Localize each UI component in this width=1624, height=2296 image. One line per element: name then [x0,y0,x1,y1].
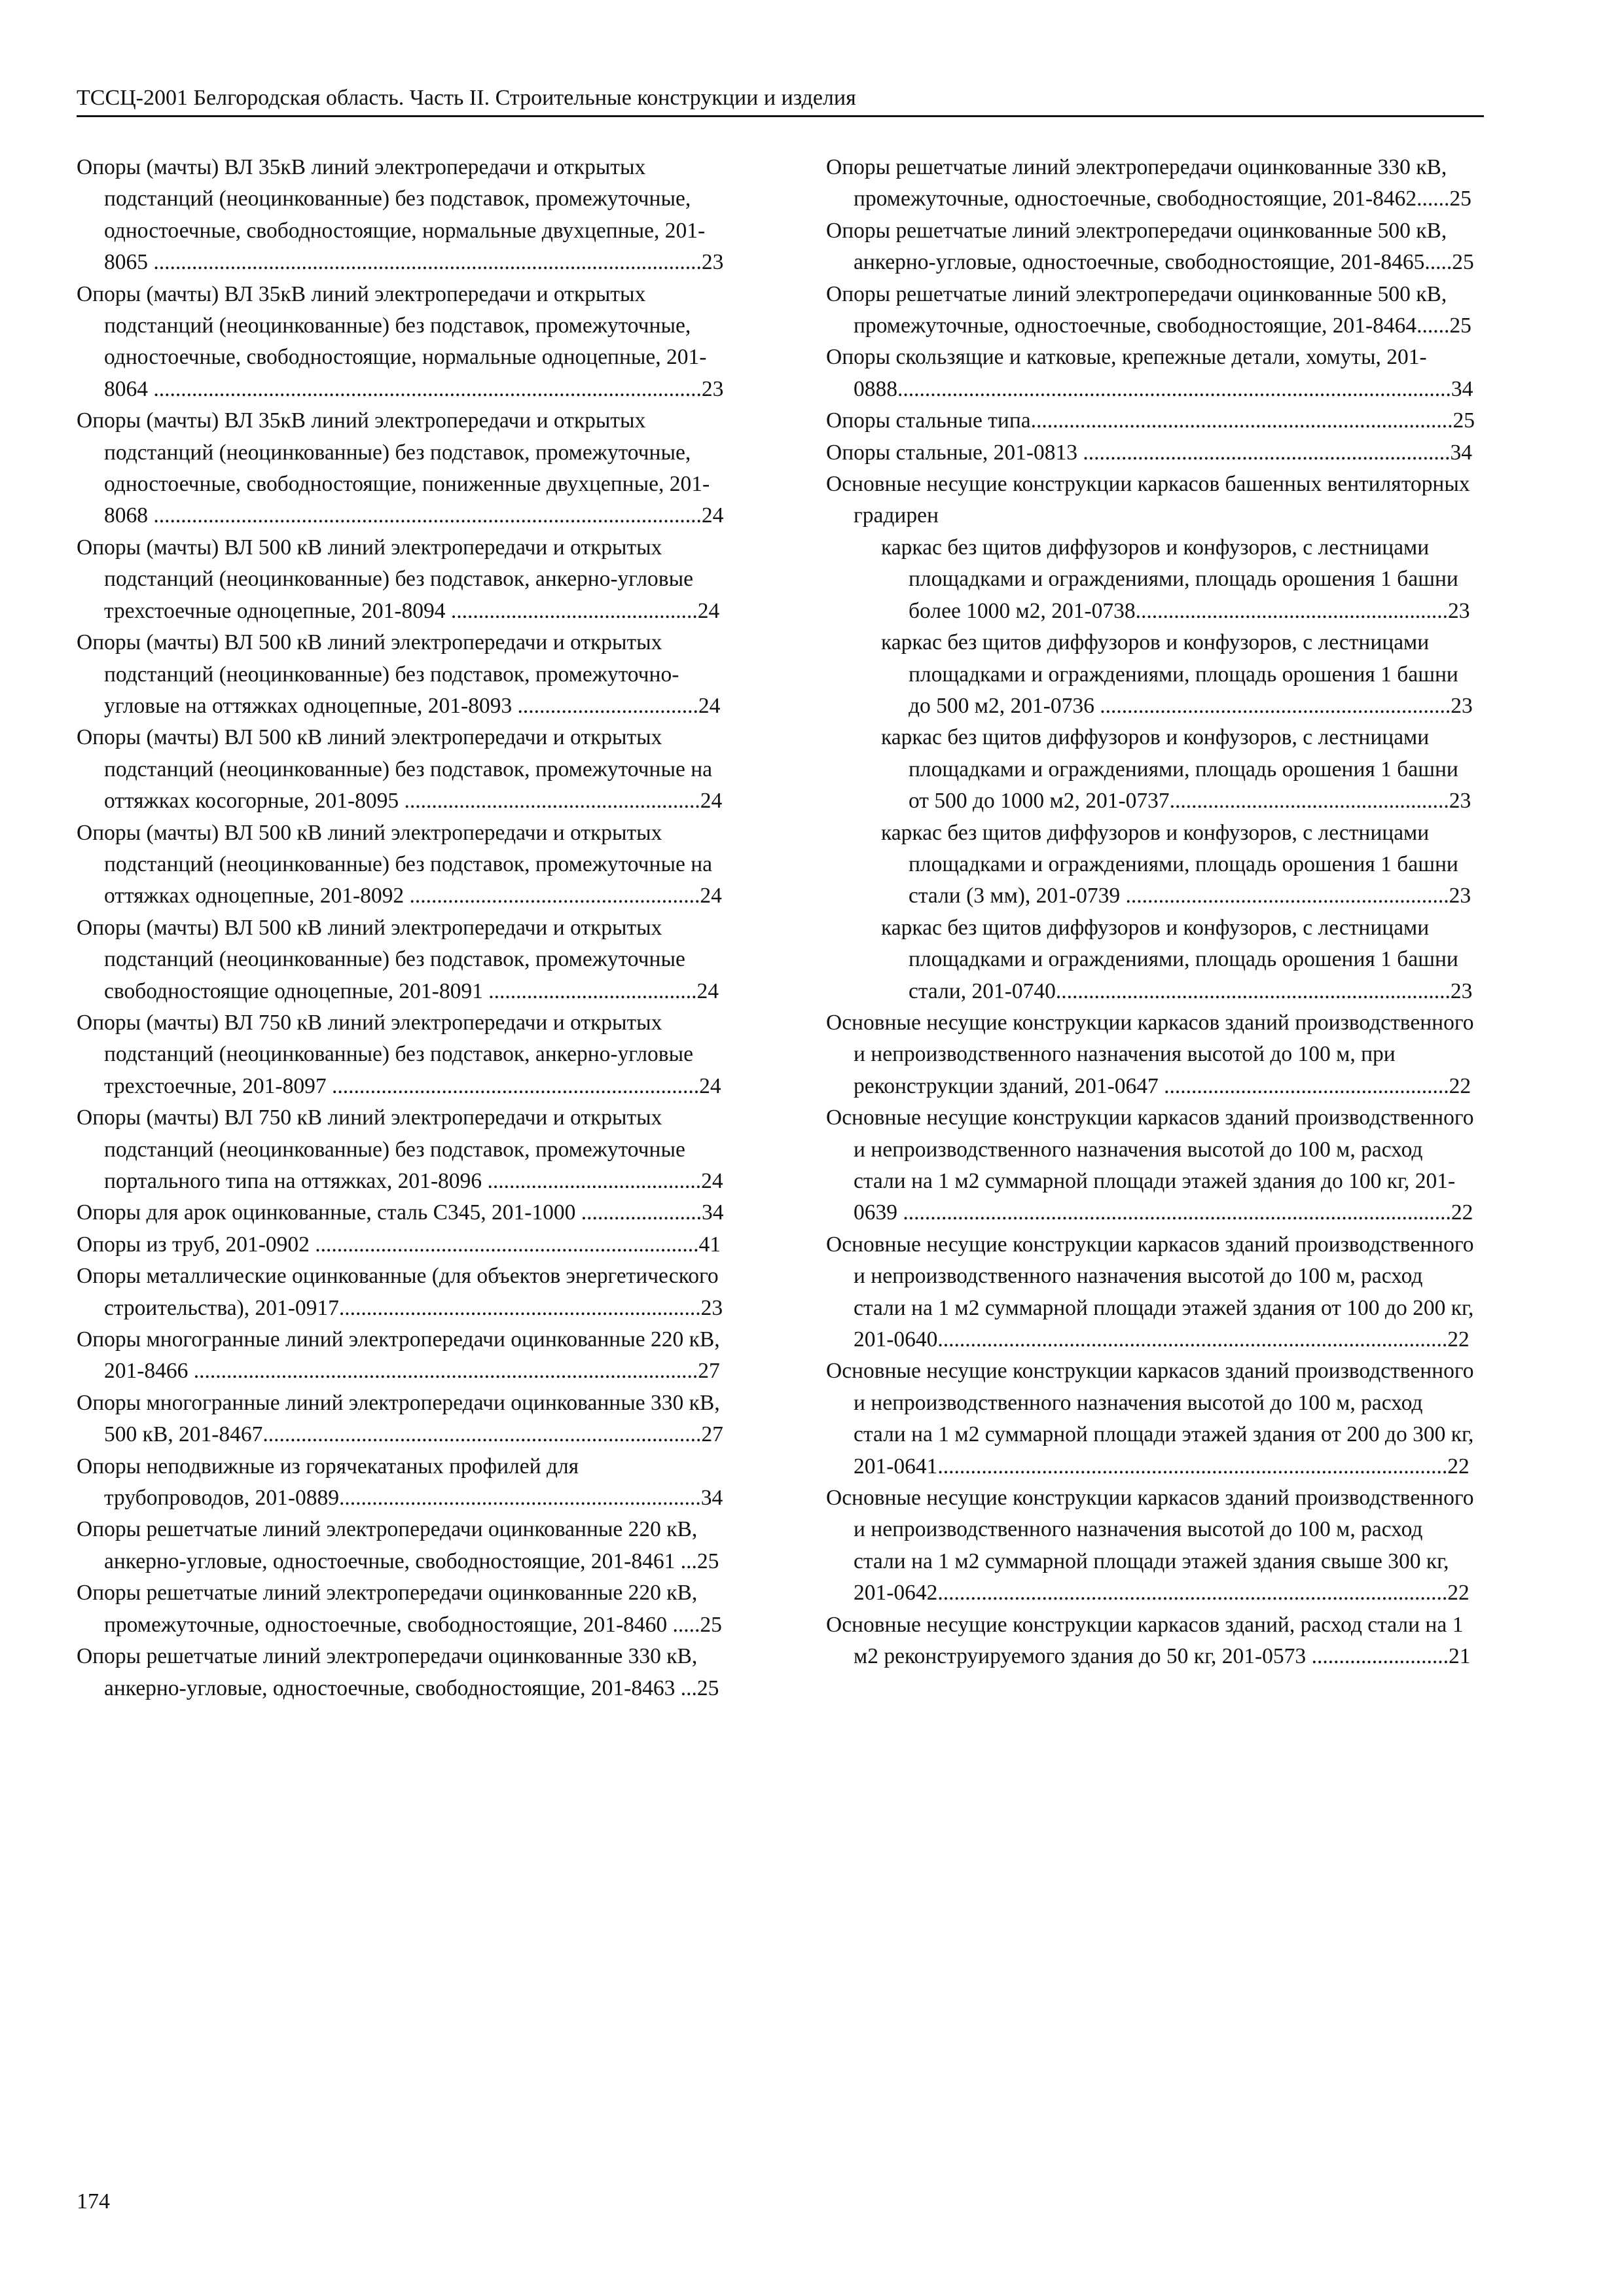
index-entry-page: 22 [1447,1327,1470,1352]
index-entry-page: 24 [700,884,722,908]
index-entry-text: Опоры (мачты) ВЛ 500 кВ линий электропередачи и открытых подстанций (неоцинкованные) без подставок, анкерно-угловые трехстоечные одноцепные, 201-8094 [77,535,693,623]
index-entry [77,1229,727,1261]
index-entry-page: 25 [700,1612,722,1637]
dot-leader: ................................................................... [331,1073,700,1098]
index-entry-text: Основные несущие конструкции каркасов зданий производственного и непроизводственного назначения высотой до 100 м, расход стали на 1 м2 суммарной площади этажей здания от 100 до 200 кг, 201-0640 [826,1232,1474,1352]
index-entry-text: Опоры решетчатые линий электропередачи оцинкованные 220 кВ, анкерно-угловые, одностоечные, свободностоящие, 201-8461 [77,1517,698,1573]
index-entry-text: Опоры (мачты) ВЛ 500 кВ линий электропередачи и открытых подстанций (неоцинкованные) без подставок, промежуточно-угловые на оттяжках одноцепные, 201-8093 [77,630,679,718]
index-entry [77,1641,727,1704]
index-entry [77,532,727,627]
index-column-left [77,152,727,1704]
index-entry-page: 23 [1450,978,1473,1003]
index-entry-text: каркас без щитов диффузоров и конфузоров, с лестницами площадками и ограждениями, площадь орошения 1 башни от 500 до 1000 м2, 201-0737 [881,725,1458,814]
index-entry [826,215,1477,279]
index-entry [826,1007,1477,1102]
index-entry-text: каркас без щитов диффузоров и конфузоров, с лестницами площадками и ограждениями, площадь орошения 1 башни стали, 201-0740 [881,915,1458,1003]
index-entry-page: 25 [1452,250,1474,275]
dot-leader: ............................................................................................. [937,1454,1448,1479]
index-entry-page: 22 [1447,1581,1470,1605]
dot-leader: ... [680,1676,697,1700]
dot-leader: ............................................. [450,598,698,623]
dot-leader: ......................... [1311,1644,1449,1669]
index-entry-text: Опоры решетчатые линий электропередачи оцинкованные 500 кВ, промежуточные, одностоечные, свободностоящие, 201-8464 [826,281,1447,338]
dot-leader: ........................................................................ [1055,978,1451,1003]
index-entry-page: 34 [700,1486,723,1511]
index-entry [77,1514,727,1577]
index-entry-text: Опоры (мачты) ВЛ 35кВ линий электропередачи и открытых подстанций (неоцинкованные) без подставок, промежуточные, одностоечные, свободностоящие, нормальные двухцепные, 201-8065 [77,155,706,275]
index-entry-page: 23 [1448,598,1470,623]
index-entry [826,1355,1477,1482]
index-entry-page: 34 [701,1200,724,1225]
dot-leader: ...................................................................... [315,1232,699,1257]
index-entry-text: Опоры металлические оцинкованные (для объектов энергетического строительства), 201-0917 [77,1264,719,1320]
index-entry [77,1007,727,1102]
index-entry-page: 34 [1450,440,1473,465]
index-entry-text: Опоры многогранные линий электропередачи оцинкованные 330 кВ, 500 кВ, 201-8467 [77,1390,720,1447]
index-entry [826,279,1477,342]
index-entry [826,1609,1477,1673]
index-entry-page: 23 [701,250,724,275]
index-entry-text: Опоры (мачты) ВЛ 35кВ линий электропередачи и открытых подстанций (неоцинкованные) без подставок, промежуточные, одностоечные, свободностоящие, пониженные двухцепные, 201-8068 [77,408,710,528]
index-entry-page: 23 [1451,693,1473,718]
index-entry [826,1102,1477,1229]
index-entry [854,912,1477,1007]
index-entry [854,817,1477,912]
index-entry-text: Опоры решетчатые линий электропередачи оцинкованные 220 кВ, промежуточные, одностоечные, свободностоящие, 201-8460 [77,1581,698,1637]
index-entry-page: 34 [1451,376,1473,401]
dot-leader: ...................................... [488,978,697,1003]
index-entry-page: 25 [1449,187,1471,211]
index-entry [77,1577,727,1641]
index-entry-page: 23 [1449,884,1471,908]
index-entry-page: 23 [1449,789,1471,814]
index-entry [77,405,727,532]
dot-leader: ..... [672,1612,700,1637]
dot-leader: ....................................... [487,1169,702,1193]
dot-leader: ................................................... [1169,789,1449,814]
index-entry-text: Опоры стальные, 201-0813 [826,440,1083,465]
index-entry-text: Основные несущие конструкции каркасов башенных вентиляторных градирен [826,472,1470,528]
index-entry [77,1388,727,1451]
index-entry-page: 23 [700,1295,723,1320]
index-entry [77,279,727,406]
index-entry-text: Опоры (мачты) ВЛ 35кВ линий электропередачи и открытых подстанций (неоцинкованные) без подставок, промежуточные, одностоечные, свободностоящие, нормальные одноцепные, 201-8064 [77,281,707,401]
index-entry-text: каркас без щитов диффузоров и конфузоров, с лестницами площадками и ограждениями, площадь орошения 1 башни более 1000 м2, 201-0738 [881,535,1458,623]
index-entry-text: Опоры (мачты) ВЛ 750 кВ линий электропередачи и открытых подстанций (неоцинкованные) без подставок, анкерно-угловые трехстоечные, 201-8097 [77,1010,693,1098]
index-entry-text: Опоры (мачты) ВЛ 500 кВ линий электропередачи и открытых подстанций (неоцинкованные) без подставок, промежуточные свободностоящие одноцепные, 201-8091 [77,915,685,1003]
dot-leader: ............................................................................................. [937,1581,1448,1605]
index-entry-page: 25 [1449,314,1471,338]
index-entry-page: 41 [698,1232,721,1257]
dot-leader: ............................................................................................ [193,1359,698,1384]
index-entry-text: Опоры решетчатые линий электропередачи оцинкованные 330 кВ, анкерно-угловые, одностоечные, свободностоящие, 201-8463 [77,1644,698,1700]
index-entry-page: 27 [698,1359,720,1384]
dot-leader: .................................................................................................... [153,376,702,401]
index-entry-page: 24 [696,978,719,1003]
running-header: ТССЦ-2001 Белгородская область. Часть II. Строительные конструкции и изделия [77,81,1484,117]
dot-leader: .................................................... [1164,1073,1449,1098]
index-entry [826,1229,1477,1356]
dot-leader: ..... [1424,250,1453,275]
index-entry-page: 24 [697,598,720,623]
dot-leader: ........................................................... [1125,884,1449,908]
index-entry-text: Опоры стальные типа [826,408,1031,433]
index-entry-text: каркас без щитов диффузоров и конфузоров, с лестницами площадками и ограждениями, площадь орошения 1 башни до 500 м2, 201-0736 [881,630,1458,718]
index-entry-text: Опоры скользящие и катковые, крепежные детали, хомуты, 201-0888 [826,345,1427,401]
index-entry-page: 24 [701,503,724,528]
index-entry-page: 24 [700,789,723,814]
index-entry-page: 22 [1451,1200,1473,1225]
index-entry-text: Опоры многогранные линий электропередачи оцинкованные 220 кВ, 201-8466 [77,1327,720,1384]
dot-leader: .................................................................................................... [153,250,702,275]
index-entry [854,532,1477,627]
index-entry-text: Опоры неподвижные из горячекатаных профилей для трубопроводов, 201-0889 [77,1454,579,1511]
dot-leader: ...................... [581,1200,702,1225]
index-entry-text: Опоры (мачты) ВЛ 500 кВ линий электропередачи и открытых подстанций (неоцинкованные) без подставок, промежуточные на оттяжках одноцепные, 201-8092 [77,820,713,908]
index-entry-text: Опоры решетчатые линий электропередачи оцинкованные 330 кВ, промежуточные, одностоечные, свободностоящие, 201-8462 [826,155,1447,211]
dot-leader: ...................................................... [404,789,700,814]
index-entry [77,817,727,912]
index-entry-page: 21 [1448,1644,1471,1669]
index-entry-page: 25 [1453,408,1475,433]
index-entry-text: Основные несущие конструкции каркасов зданий производственного и непроизводственного назначения высотой до 100 м, при реконструкции зданий, 201-0647 [826,1010,1474,1098]
dot-leader: ..................................................................................................... [897,376,1451,401]
index-entry-text: Опоры для арок оцинкованные, сталь С345, 201-1000 [77,1200,581,1225]
index-column-right [826,152,1477,1673]
index-entry [826,152,1477,215]
dot-leader: ... [680,1549,697,1573]
dot-leader: ...... [1416,187,1450,211]
index-entry [826,437,1477,469]
index-entry-text: Опоры (мачты) ВЛ 750 кВ линий электропередачи и открытых подстанций (неоцинкованные) без подставок, промежуточные портального типа на оттяжках, 201-8096 [77,1105,685,1193]
index-entry [826,342,1477,405]
dot-leader: ..................................................... [409,884,700,908]
index-entry-page: 23 [701,376,724,401]
dot-leader: .................................................................................................... [903,1200,1451,1225]
index-entry [854,627,1477,722]
index-entry-page: 24 [698,693,721,718]
index-entry-page: 25 [696,1549,719,1573]
dot-leader: ................................................................................ [262,1422,702,1447]
dot-leader: ................................................................ [1100,693,1451,718]
index-entry-text: Основные несущие конструкции каркасов зданий производственного и непроизводственного назначения высотой до 100 м, расход стали на 1 м2 суммарной площади этажей здания свыше 300 кг, 201-0642 [826,1486,1474,1605]
index-entry [77,722,727,817]
dot-leader: .................................................................................................... [153,503,702,528]
dot-leader: .................................................................. [339,1486,701,1511]
index-entry-page: 24 [699,1073,721,1098]
index-entry-page: 22 [1447,1454,1470,1479]
index-entry-text: Основные несущие конструкции каркасов зданий производственного и непроизводственного назначения высотой до 100 м, расход стали на 1 м2 суммарной площади этажей здания до 100 кг, 201-0639 [826,1105,1474,1225]
index-entry-page: 22 [1449,1073,1471,1098]
index-entry-text: Опоры решетчатые линий электропередачи оцинкованные 500 кВ, анкерно-угловые, одностоечные, свободностоящие, 201-8465 [826,218,1447,275]
index-entry [826,469,1477,532]
index-entry [77,1324,727,1388]
page-number: 174 [77,2189,110,2214]
index-entry [826,1482,1477,1609]
index-entry [77,1102,727,1197]
index-entry [77,1451,727,1515]
dot-leader: ...... [1416,314,1450,338]
index-entry-page: 25 [696,1676,719,1700]
index-entry [77,627,727,722]
dot-leader: ................................................................... [1083,440,1451,465]
index-entry-text: Опоры из труб, 201-0902 [77,1232,316,1257]
index-entry [77,912,727,1007]
index-entry-text: каркас без щитов диффузоров и конфузоров, с лестницами площадками и ограждениями, площадь орошения 1 башни стали (3 мм), 201-0739 [881,820,1458,908]
index-entry [77,152,727,279]
index-entry [854,722,1477,817]
index-entry [77,1197,727,1229]
index-entry-text: Опоры (мачты) ВЛ 500 кВ линий электропередачи и открытых подстанций (неоцинкованные) без подставок, промежуточные на оттяжках косогорные, 201-8095 [77,725,713,814]
dot-leader: ............................................................................. [1030,408,1453,433]
index-entry-text: Основные несущие конструкции каркасов зданий производственного и непроизводственного назначения высотой до 100 м, расход стали на 1 м2 суммарной площади этажей здания от 200 до 300 кг, 201-0641 [826,1359,1474,1479]
dot-leader: ......................................................... [1135,598,1449,623]
index-entry-page: 27 [701,1422,723,1447]
dot-leader: ............................................................................................. [937,1327,1448,1352]
index-entry [77,1261,727,1324]
dot-leader: ................................. [517,693,698,718]
index-entry-text: Основные несущие конструкции каркасов зданий, расход стали на 1 м2 реконструируемого здания до 50 кг, 201-0573 [826,1612,1464,1669]
dot-leader: .................................................................. [338,1295,701,1320]
index-entry-page: 24 [701,1169,723,1193]
index-entry [826,405,1477,437]
